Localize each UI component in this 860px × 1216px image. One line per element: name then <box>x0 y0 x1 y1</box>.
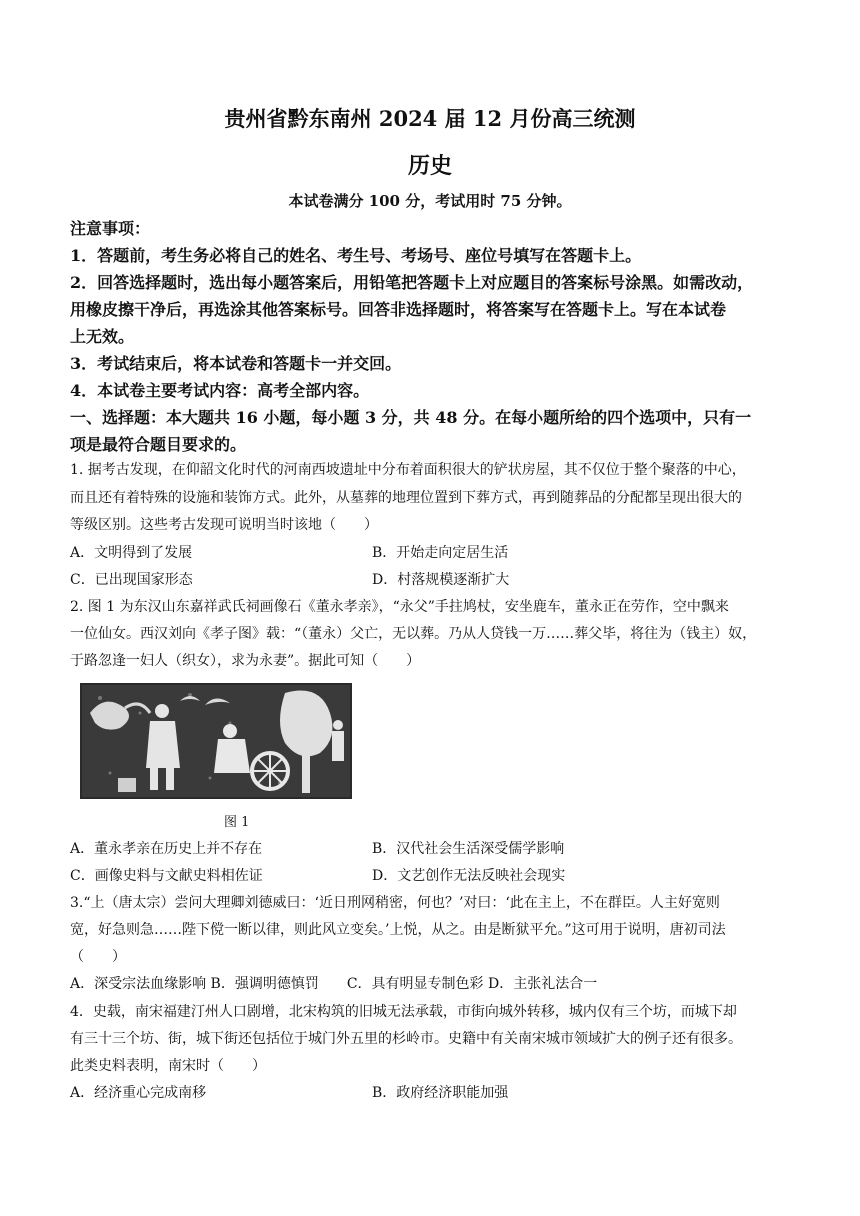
section-heading: 项是最符合题目要求的。 <box>70 435 247 454</box>
option-c: C．画像史料与文献史料相佐证 <box>70 868 263 884</box>
question-stem: 一位仙女。西汉刘向《孝子图》载：“（董永）父亡，无以葬。乃从人贷钱一万……葬父毕，将往为（钱主）奴， <box>70 626 757 642</box>
section-heading: 一、选择题：本大题共 16 小题，每小题 3 分，共 48 分。在每小题所给的四个选项中，只有一 <box>70 408 752 427</box>
question-stem: 3.“上（唐太宗）尝问大理卿刘德威曰：‘近日刑网稍密，何也？’对曰：‘此在主上，不在群臣。人主好宽则 <box>70 895 720 911</box>
exam-info: 本试卷满分 100 分，考试用时 75 分钟。 <box>288 192 572 210</box>
question-stem: 而且还有着特殊的设施和装饰方式。此外，从墓葬的地理位置到下葬方式，再到随葬品的分配都呈现出很大的 <box>70 490 742 506</box>
exam-title: 贵州省黔东南州 2024 届 12 月份高三统测 <box>224 106 636 131</box>
question-stem: 此类史料表明，南宋时（ ） <box>70 1058 266 1074</box>
option-a: A．董永孝亲在历史上并不存在 <box>70 841 263 857</box>
note-line: 用橡皮擦干净后，再选涂其他答案标号。回答非选择题时，将答案写在答题卡上。写在本试卷 <box>70 300 727 319</box>
note-line: 1．答题前，考生务必将自己的姓名、考生号、考场号、座位号填写在答题卡上。 <box>70 246 642 265</box>
options-line: A．深受宗法血缘影响 B．强调明德慎罚 C．具有明显专制色彩 D．主张礼法合一 <box>70 976 598 992</box>
notes-heading: 注意事项： <box>70 219 151 238</box>
question-stem: 4．史载，南宋福建汀州人口剧增，北宋构筑的旧城无法承载，市街向城外转移，城内仅有三个坊，而城下却 <box>70 1004 737 1020</box>
note-line: 上无效。 <box>70 327 135 346</box>
option-b: B．汉代社会生活深受儒学影响 <box>372 841 565 857</box>
question-stem: 于路忽逢一妇人（织女），求为永妻”。据此可知（ ） <box>70 653 421 669</box>
subject-title: 历史 <box>407 153 452 179</box>
note-line: 4．本试卷主要考试内容：高考全部内容。 <box>70 381 370 400</box>
stone-relief-figure <box>80 683 352 799</box>
figure-caption: 图 1 <box>224 815 250 830</box>
note-line: 3．考试结束后，将本试卷和答题卡一并交回。 <box>70 354 402 373</box>
option-b: B．政府经济职能加强 <box>372 1085 509 1101</box>
note-line: 2．回答选择题时，选出每小题答案后，用铅笔把答题卡上对应题目的答案标号涂黑。如需改动， <box>70 273 754 292</box>
option-d: D．村落规模逐渐扩大 <box>372 572 510 588</box>
question-stem: 1. 据考古发现，在仰韶文化时代的河南西坡遗址中分布着面积很大的铲状房屋，其不仅位于整个聚落的中心， <box>70 462 746 478</box>
question-stem: （ ） <box>70 949 126 965</box>
question-stem: 2. 图 1 为东汉山东嘉祥武氏祠画像石《董永孝亲》，“永父”手拄鸠杖，安坐鹿车，董永正在劳作，空中飘来 <box>70 599 729 615</box>
question-stem: 等级区别。这些考古发现可说明当时该地（ ） <box>70 517 378 533</box>
option-c: C．已出现国家形态 <box>70 572 193 588</box>
option-a: A．经济重心完成南移 <box>70 1085 207 1101</box>
question-stem: 有三十三个坊、街，城下街还包括位于城门外五里的杉岭市。史籍中有关南宋城市领域扩大的例子还有很多。 <box>70 1031 742 1047</box>
option-d: D．文艺创作无法反映社会现实 <box>372 868 566 884</box>
question-stem: 宽，好急则急……陛下傥一断以律，则此风立变矣。’上悦，从之。由是断狱平允。”这可用于说明，唐初司法 <box>70 922 726 938</box>
option-b: B．开始走向定居生活 <box>372 545 509 561</box>
option-a: A．文明得到了发展 <box>70 545 193 561</box>
